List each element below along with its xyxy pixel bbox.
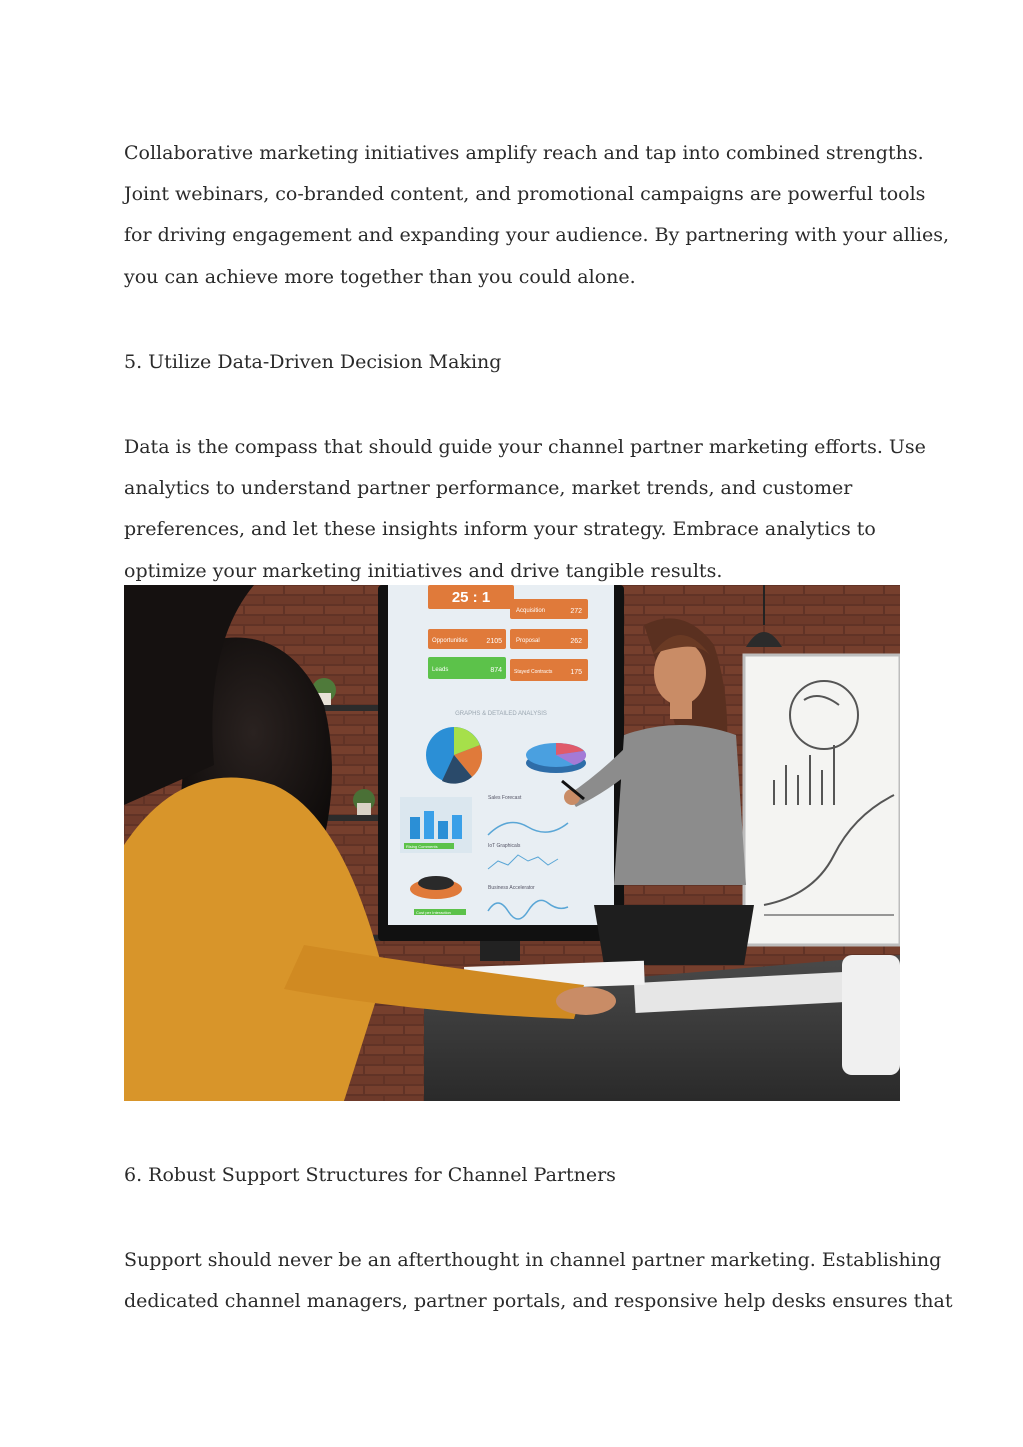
svg-text:Cost per Interaction: Cost per Interaction — [416, 910, 451, 915]
svg-text:Opportunities: Opportunities — [432, 638, 468, 644]
paragraph-data-driven — [124, 427, 926, 592]
text-line: Support should never be an afterthought in channel partner marketing. Establishing — [124, 1249, 942, 1271]
display-screen — [378, 585, 624, 961]
headline-text: 25 : 1 — [451, 589, 491, 606]
svg-text:Acquisition: Acquisition — [516, 608, 546, 614]
paragraph-support-structures — [124, 1240, 953, 1322]
svg-text:Business Accelerator: Business Accelerator — [488, 885, 535, 891]
text-line: analytics to understand partner performance, market trends, and customer — [124, 477, 853, 500]
section-heading-5: 5. Utilize Data-Driven Decision Making — [124, 351, 502, 373]
svg-text:Proposal: Proposal — [516, 638, 540, 644]
text-line: preferences, and let these insights inform your strategy. Embrace analytics to — [124, 518, 876, 541]
text-line: for driving engagement and expanding your audience. By partnering with your allies, — [124, 224, 950, 247]
svg-text:IoT Graphicals: IoT Graphicals — [488, 843, 521, 849]
text-line: Collaborative marketing initiatives amplify reach and tap into combined strengths. — [124, 142, 924, 164]
svg-text:Stayed Contracts: Stayed Contracts — [514, 669, 553, 675]
presentation-photo — [124, 585, 900, 1101]
svg-text:2105: 2105 — [486, 638, 502, 645]
cup — [842, 955, 900, 1075]
paragraph-collaborative-marketing — [124, 133, 950, 298]
svg-text:874: 874 — [490, 667, 502, 674]
text-line: optimize your marketing initiatives and drive tangible results. — [124, 559, 723, 582]
whiteboard — [744, 655, 900, 945]
photo-illustration — [124, 585, 900, 1101]
svg-text:272: 272 — [570, 608, 582, 615]
text-line: dedicated channel managers, partner portals, and responsive help desks ensures that — [124, 1290, 953, 1313]
section-title: GRAPHS & DETAILED ANALYSIS — [455, 711, 547, 717]
text-line: you can achieve more together than you could alone. — [124, 265, 636, 288]
text-line: Joint webinars, co-branded content, and promotional campaigns are powerful tools — [124, 183, 926, 206]
svg-text:Sales Forecast: Sales Forecast — [488, 795, 522, 801]
svg-text:175: 175 — [570, 669, 582, 676]
pie-3d-chart — [526, 743, 586, 773]
svg-text:Rising Comments: Rising Comments — [406, 844, 438, 849]
text-line: Data is the compass that should guide your channel partner marketing efforts. Use — [124, 436, 926, 458]
section-heading-6: 6. Robust Support Structures for Channel Partners — [124, 1164, 616, 1186]
svg-text:Leads: Leads — [432, 667, 449, 673]
svg-text:262: 262 — [570, 638, 582, 645]
